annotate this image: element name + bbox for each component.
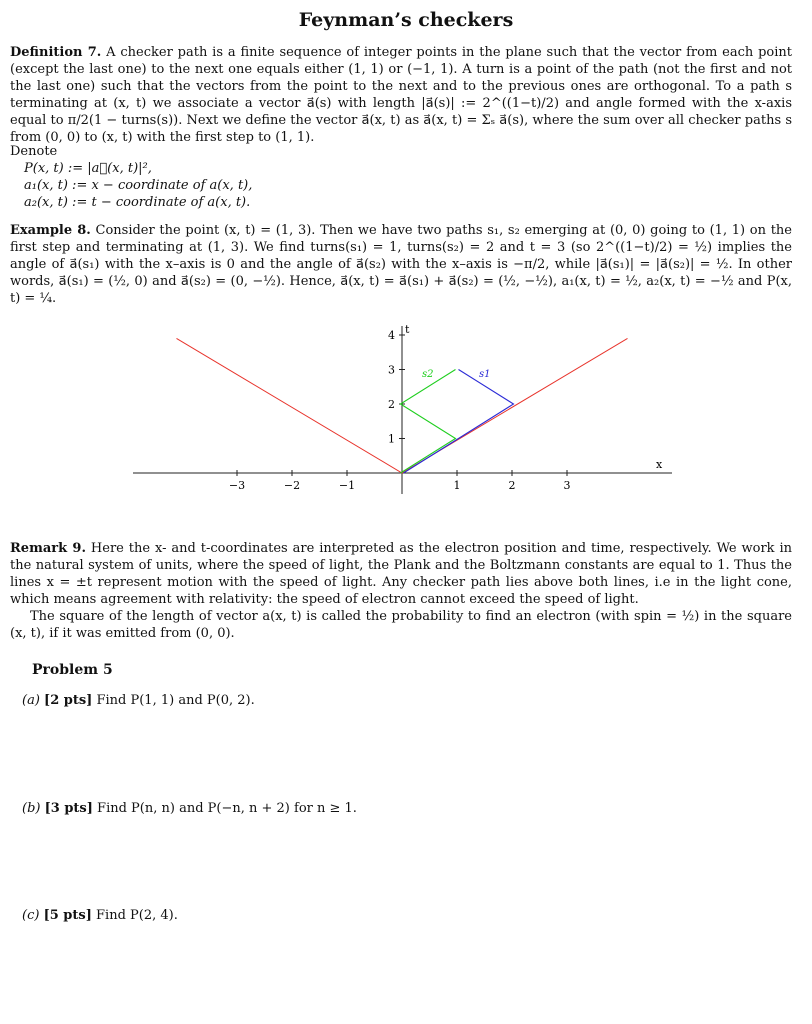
x-tick-label: −3 <box>228 479 246 492</box>
remark-label: Remark 9. <box>10 541 86 556</box>
part-c-label: (c) <box>22 908 40 923</box>
problem-part-a <box>22 692 255 709</box>
remark-text-2: The square of the length of vector a(x, t) is called the probability to find an electron (with spin = ½) in the square (x, t), if it was emitted from (0, 0). <box>10 609 792 641</box>
denote-line-2: a₁(x, t) := x − coordinate of a(x, t), <box>24 178 253 193</box>
denote-label: Denote <box>10 144 58 159</box>
part-b-points: [3 pts] <box>44 801 93 816</box>
t-tick-label: 3 <box>388 363 395 377</box>
example-text: Consider the point (x, t) = (1, 3). Then we have two paths s₁, s₂ emerging at (0, 0) going to (1, 1) on the first step and terminating at (1, 3). We find turns(s₁) = 1, turns(s₂) = 2 and t = 3 (so 2^((1−t)/2) = ½) implies the angle of a⃗(s₁) with the x–axis is 0 and the angle of a⃗(s₂) with the x–axis is −π/2, while |a⃗(s₁)| = |a⃗(s₂)| = ½. In other words, a⃗(s₁) = (½, 0) and a⃗(s₂) = (0, −½). Hence, a⃗(x, t) = a⃗(s₁) + a⃗(s₂) = (½, −½), a₁(x, t) = ½, a₂(x, t) = −½ and P(x, t) = ¼. <box>10 223 792 306</box>
t-tick-label: 1 <box>388 432 395 446</box>
definition-label: Definition 7. <box>10 45 102 60</box>
path-s1-line <box>404 370 514 474</box>
part-a-points: [2 pts] <box>44 693 93 708</box>
example-block <box>10 222 792 307</box>
t-axis-label: t <box>405 323 410 336</box>
s2-label: s2 <box>422 369 434 380</box>
checker-path-figure <box>0 318 812 498</box>
part-c-points: [5 pts] <box>43 908 92 923</box>
x-tick-label: 1 <box>453 479 461 492</box>
definition-text: A checker path is a finite sequence of integer points in the plane such that the vector from each point (except the last one) to the next one equals either (1, 1) or (−1, 1). A turn is a point of the path (not the first and not the last one) such that the vectors from the point to the next and to the previous ones are orthogonal. To a path s terminating at (x, t) we associate a vector a⃗(s) with length |a⃗(s)| := 2^((1−t)/2) and angle formed with the x-axis equal to π/2(1 − turns(s)). Next we define the vector a⃗(x, t) as a⃗(x, t) = Σₛ a⃗(s), where the sum over all checker paths s from (0, 0) to (x, t) with the first step to (1, 1). <box>10 45 792 145</box>
x-tick-label: 3 <box>563 479 571 492</box>
x-axis-label: x <box>656 458 663 471</box>
denote-block <box>10 143 792 211</box>
denote-line-1: P(x, t) := |a⃗(x, t)|², <box>24 161 152 176</box>
t-tick-label: 4 <box>388 329 395 342</box>
part-a-label: (a) <box>22 693 40 708</box>
t-tick-label: 2 <box>388 398 395 411</box>
s1-label: s1 <box>479 369 491 380</box>
page-title: Feynman’s checkers <box>298 9 514 31</box>
part-c-text: Find P(2, 4). <box>96 908 178 923</box>
problem-part-b <box>22 800 357 817</box>
x-tick-label: −1 <box>338 479 356 492</box>
part-a-text: Find P(1, 1) and P(0, 2). <box>96 693 255 708</box>
problem-title: Problem 5 <box>32 662 113 678</box>
part-b-text: Find P(n, n) and P(−n, n + 2) for n ≥ 1. <box>97 801 357 816</box>
definition-block <box>10 44 792 146</box>
part-b-label: (b) <box>22 801 41 816</box>
problem-part-c <box>22 907 178 924</box>
x-tick-label: 2 <box>508 479 516 492</box>
remark-block <box>10 540 792 642</box>
denote-line-3: a₂(x, t) := t − coordinate of a(x, t). <box>24 195 251 210</box>
example-label: Example 8. <box>10 223 91 238</box>
x-tick-label: −2 <box>283 479 301 492</box>
remark-text-1: Here the x- and t-coordinates are interpreted as the electron position and time, respectively. We work in the natural system of units, where the speed of light, the Plank and the Boltzmann constants are equal to 1. Thus the lines x = ±t represent motion with the speed of light. Any checker path lies above both lines, i.e in the light cone, which means agreement with relativity: the speed of electron cannot exceed the speed of light. <box>10 541 792 607</box>
